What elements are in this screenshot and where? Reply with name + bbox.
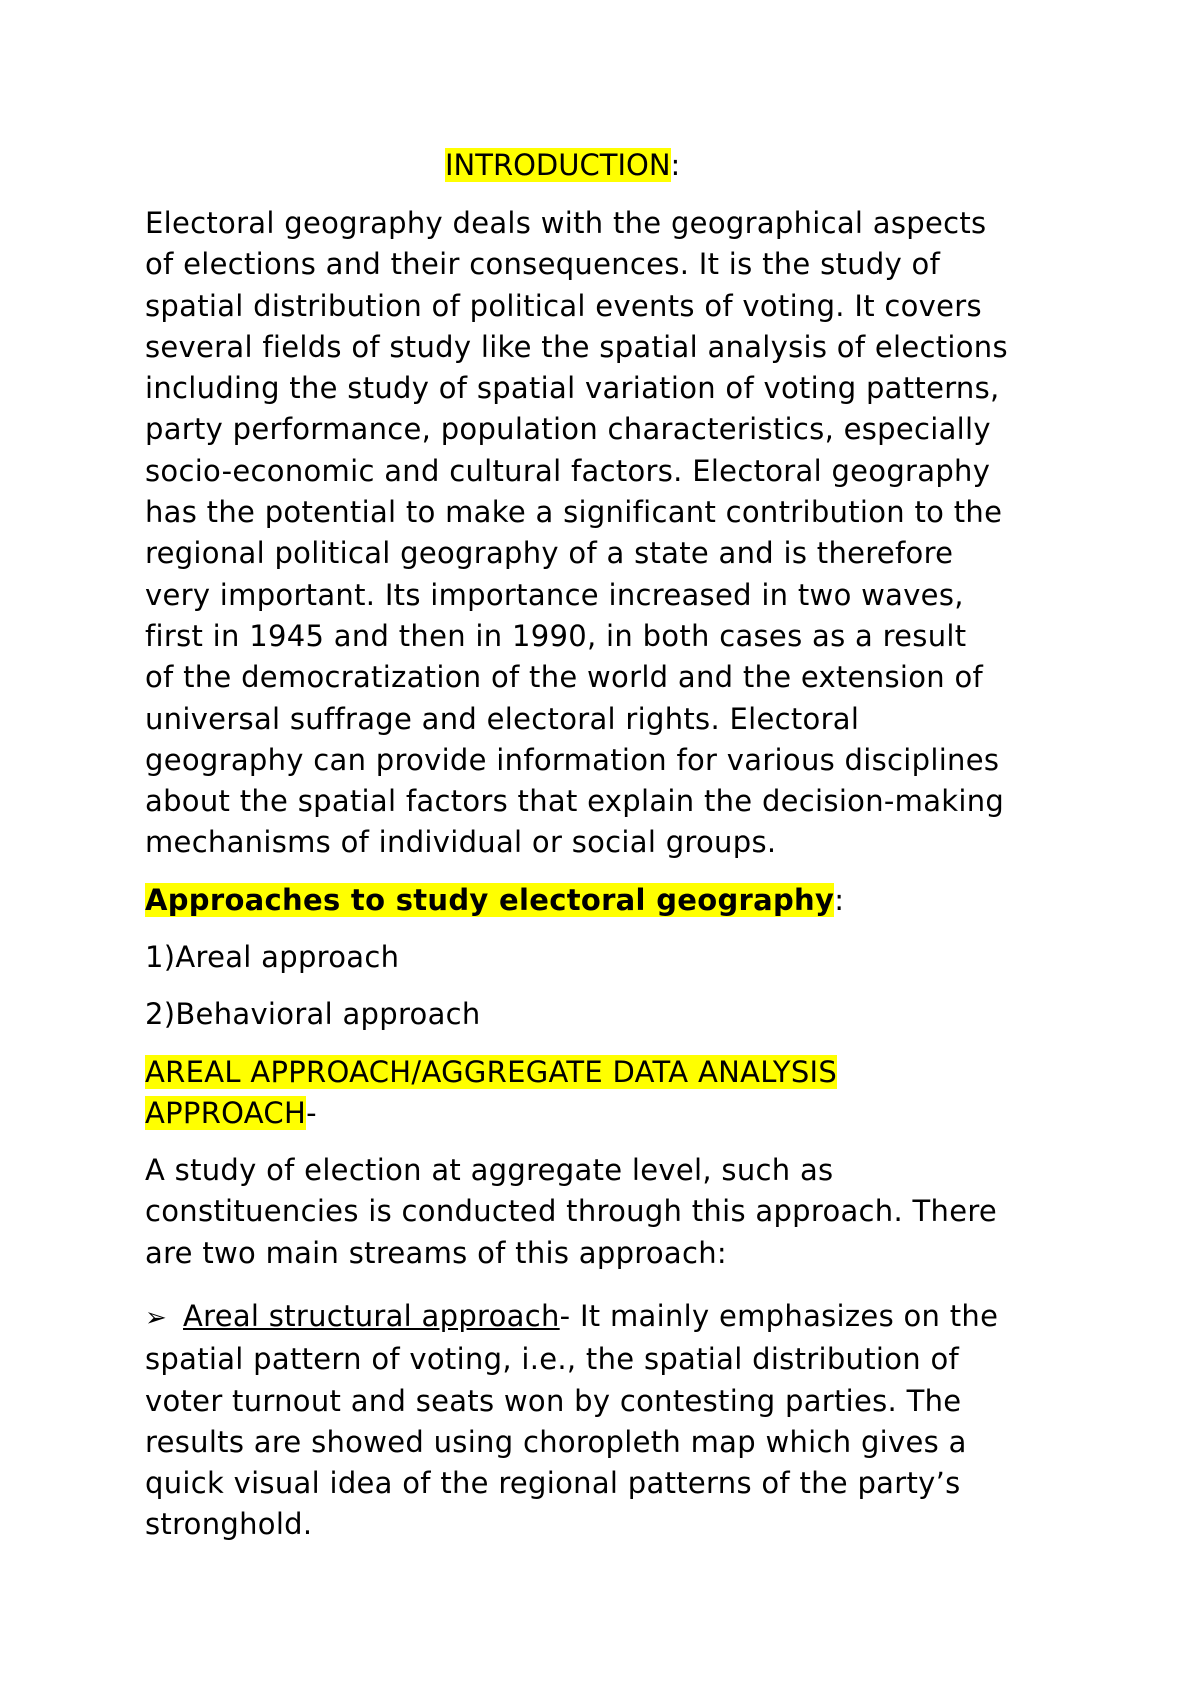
paragraph-line: voter turnout and seats won by contesting parties. The [145,1383,962,1418]
paragraph-line: constituencies is conducted through this approach. There [145,1194,998,1229]
areal-approach-heading [145,1052,1075,1135]
paragraph-line: first in 1945 and then in 1990, in both cases as a result [145,618,967,653]
paragraph-line: about the spatial factors that explain the decision-making [145,784,1005,819]
paragraph-line: quick visual idea of the regional patterns of the party’s [145,1466,961,1501]
bullet-areal-structural [145,1296,1075,1546]
approach-item-label: 1)Areal approach [145,940,400,974]
paragraph-line: stronghold. [145,1507,313,1542]
paragraph-line: geography can provide information for various disciplines [145,742,1000,777]
paragraph-line: has the potential to make a significant contribution to the [145,495,1003,530]
paragraph-line: several fields of study like the spatial analysis of elections [145,329,1008,364]
paragraph-line: A study of election at aggregate level, such as [145,1153,834,1187]
approach-item-areal [145,937,1075,978]
paragraph-line: of elections and their consequences. It is the study of [145,247,941,282]
introduction-paragraph [145,203,1075,864]
approaches-heading-text: Approaches to study electoral geography [145,883,835,917]
areal-approach-paragraph [145,1150,1075,1274]
introduction-heading-colon: : [670,148,681,182]
paragraph-line: mechanisms of individual or social groups. [145,825,777,860]
introduction-heading-text: INTRODUCTION [445,148,671,182]
approach-item-label: 2)Behavioral approach [145,997,481,1031]
paragraph-line: universal suffrage and electoral rights. Electoral [145,701,860,736]
approaches-heading [145,880,1075,921]
approaches-heading-colon: : [834,883,845,917]
paragraph-line: party performance, population characteristics, especially [145,412,991,447]
paragraph-line: very important. Its importance increased in two waves, [145,577,964,612]
paragraph-line: results are showed using choropleth map which gives a [145,1424,967,1459]
areal-heading-dash: - [306,1096,317,1131]
arrow-bullet-icon: ➢ [145,1303,168,1333]
paragraph-line: socio-economic and cultural factors. Electoral geography [145,453,991,488]
areal-heading-line2: APPROACH [145,1096,307,1131]
approach-item-behavioral [145,994,1075,1035]
bullet-term: Areal structural approach [183,1299,560,1333]
paragraph-line: spatial distribution of political events of voting. It covers [145,288,982,323]
paragraph-line: of the democratization of the world and the extension of [145,660,984,695]
paragraph-line: are two main streams of this approach: [145,1235,727,1270]
bullet-first-line-rest: - It mainly emphasizes on the [559,1299,999,1333]
introduction-heading [445,145,680,186]
paragraph-line: Electoral geography deals with the geographical aspects [145,206,987,240]
paragraph-line: including the study of spatial variation of voting patterns, [145,371,1000,406]
areal-heading-line1: AREAL APPROACH/AGGREGATE DATA ANALYSIS [145,1055,838,1089]
paragraph-line: regional political geography of a state and is therefore [145,536,954,571]
paragraph-line: spatial pattern of voting, i.e., the spatial distribution of [145,1342,960,1377]
